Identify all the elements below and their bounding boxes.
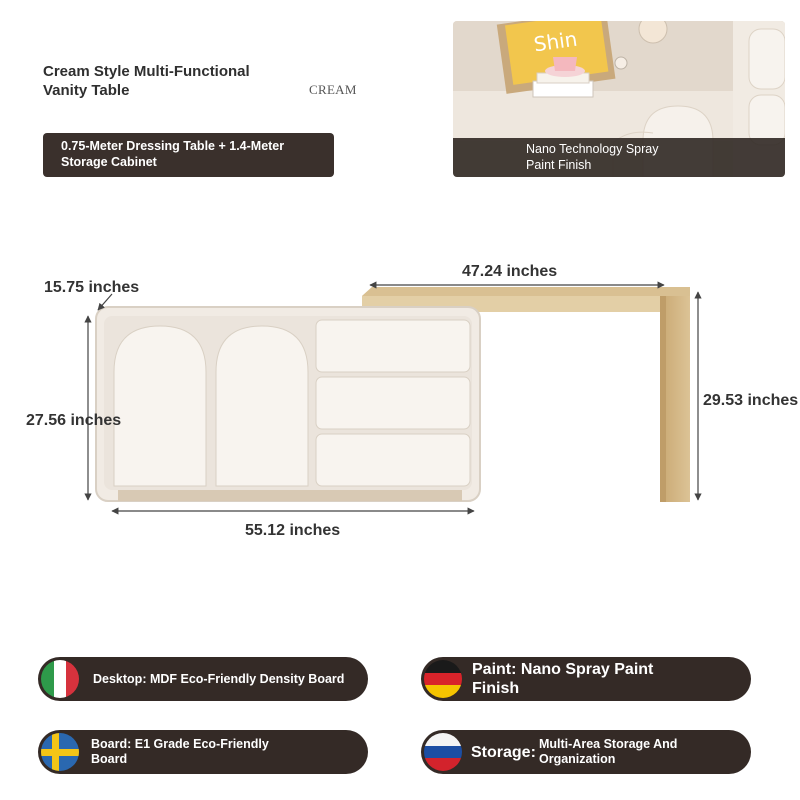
- feature-storage-line-2: Organization: [539, 752, 616, 766]
- table-height-dimension-label: 29.53 inches: [703, 392, 799, 409]
- feature-board-text: [91, 730, 269, 774]
- feature-paint-line-2: Finish: [472, 680, 520, 697]
- caption-line-1: Nano Technology Spray: [526, 142, 659, 156]
- feature-paint-finish: [421, 657, 751, 701]
- feature-desktop-material: [38, 657, 368, 701]
- russia-flag-icon: [424, 733, 462, 771]
- caption-line-2: Paint Finish: [526, 158, 592, 172]
- italy-flag-icon: [41, 660, 79, 698]
- brand-label: CREAM: [309, 82, 357, 97]
- feature-board-grade: [38, 730, 368, 774]
- feature-desktop-text: Desktop: MDF Eco-Friendly Density Board: [93, 671, 345, 686]
- storage-cabinet: [96, 307, 480, 501]
- table-width-dimension-label: 47.24 inches: [462, 263, 558, 280]
- sign-text: Shin: [532, 26, 579, 57]
- germany-flag-icon: [424, 660, 462, 698]
- spec-line-2: Storage Cabinet: [61, 155, 157, 169]
- cabinet-height-dimension-label: 27.56 inches: [26, 412, 122, 429]
- feature-storage-line-1: Multi-Area Storage And: [539, 737, 678, 751]
- title-line-2: Vanity Table: [43, 82, 130, 99]
- feature-board-line-2: Board: [91, 752, 128, 766]
- cabinet-width-dimension-label: 55.12 inches: [245, 522, 341, 539]
- feature-paint-text: [472, 657, 653, 701]
- feature-storage-label: Storage:: [471, 743, 536, 761]
- sweden-flag-icon: [41, 733, 79, 771]
- feature-board-line-1: Board: E1 Grade Eco-Friendly: [91, 737, 269, 751]
- feature-paint-line-1: Paint: Nano Spray Paint: [472, 661, 654, 678]
- feature-storage-text: [539, 730, 677, 774]
- feature-storage: [421, 730, 751, 774]
- title-line-1: Cream Style Multi-Functional: [43, 63, 250, 80]
- spec-line-1: 0.75-Meter Dressing Table + 1.4-Meter: [61, 139, 285, 153]
- depth-dimension-label: 15.75 inches: [44, 279, 140, 296]
